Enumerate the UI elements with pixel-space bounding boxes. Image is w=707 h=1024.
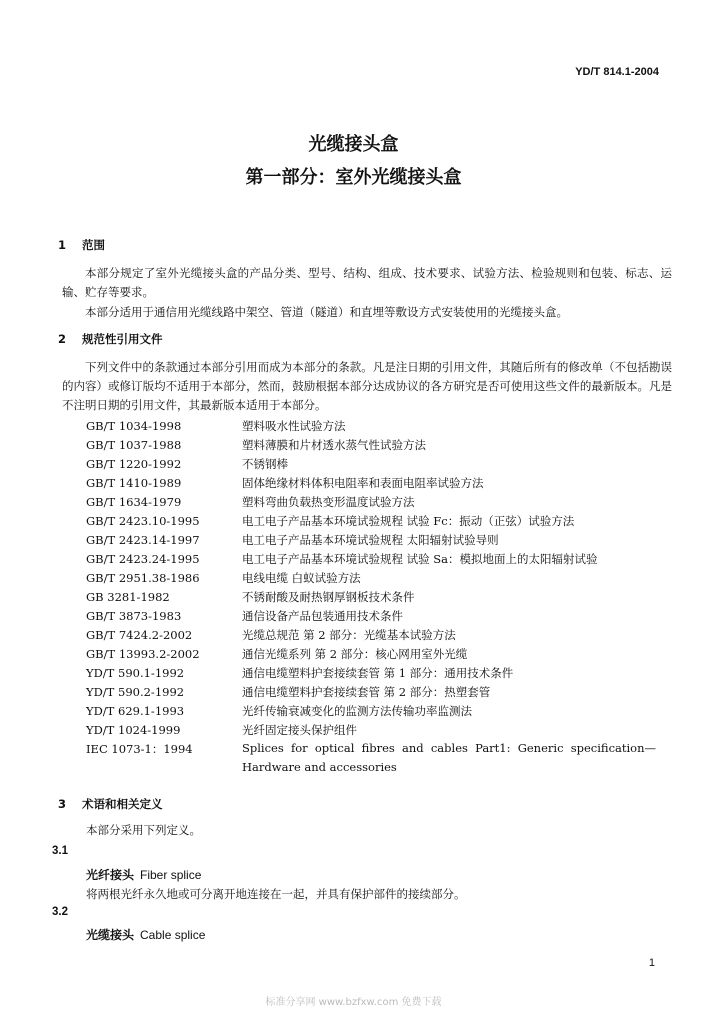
term-en: Cable splice — [140, 928, 206, 942]
ref-code: GB 3281-1982 — [86, 590, 170, 604]
ref-code: YD/T 590.1-1992 — [86, 666, 185, 680]
section-3-heading — [58, 796, 163, 812]
reference-row — [86, 589, 415, 608]
reference-row — [86, 551, 598, 570]
ref-code: GB/T 2423.14-1997 — [86, 533, 200, 547]
section-number: 1 — [58, 238, 67, 252]
reference-row — [86, 532, 499, 551]
term-definition: 将两根光纤永久地或可分离开地连接在一起，并具有保护部件的接续部分。 — [86, 887, 466, 901]
ref-code: GB/T 13993.2-2002 — [86, 647, 200, 661]
ref-code: GB/T 1037-1988 — [86, 438, 182, 452]
reference-row — [86, 608, 403, 627]
term-zh: 光纤接头 — [86, 868, 135, 882]
ref-title: 电线电缆 白蚁试验方法 — [242, 571, 361, 585]
ref-title: 光纤传输衰减变化的监测方法传输功率监测法 — [242, 704, 472, 718]
section-3-intro: 本部分采用下列定义。 — [86, 823, 201, 837]
ref-code: GB/T 1220-1992 — [86, 457, 182, 471]
ref-code: GB/T 2423.10-1995 — [86, 514, 200, 528]
reference-row — [86, 703, 472, 722]
ref-title: 塑料弯曲负载热变形温度试验方法 — [242, 495, 415, 509]
ref-title: 固体绝缘材料体积电阻率和表面电阻率试验方法 — [242, 476, 484, 490]
section-2-heading — [58, 331, 163, 347]
page-number: 1 — [648, 957, 655, 969]
ref-title: 塑料薄膜和片材透水蒸气性试验方法 — [242, 438, 426, 452]
ref-code: GB/T 1034-1998 — [86, 419, 182, 433]
ref-title-continuation: Hardware and accessories — [242, 760, 397, 774]
watermark: 标准分享网 www.bzfxw.com 免费下载 — [265, 997, 442, 1008]
section-1-para-2: 本部分适用于通信用光缆线路中架空、管道（隧道）和直埋等敷设方式安装使用的光缆接头盒。 — [85, 305, 568, 319]
term-zh: 光缆接头 — [86, 928, 135, 942]
reference-row — [86, 627, 456, 646]
title-line-1: 光缆接头盒 — [308, 134, 399, 155]
reference-row — [86, 456, 288, 475]
ref-code: GB/T 2423.24-1995 — [86, 552, 200, 566]
ref-title: 不锈钢棒 — [242, 457, 288, 471]
term-en: Fiber splice — [140, 868, 202, 882]
term-number: 3.2 — [52, 906, 68, 918]
ref-code: YD/T 590.2-1992 — [86, 685, 185, 699]
ref-code: GB/T 3873-1983 — [86, 609, 182, 623]
term-number: 3.1 — [52, 845, 68, 857]
ref-title: 通信电缆塑料护套接续套管 第 1 部分：通用技术条件 — [242, 666, 514, 680]
ref-title: 通信光缆系列 第 2 部分：核心网用室外光缆 — [242, 647, 468, 661]
ref-code: GB/T 1410-1989 — [86, 476, 182, 490]
reference-row — [86, 475, 484, 494]
ref-title: 电工电子产品基本环境试验规程 太阳辐射试验导则 — [242, 533, 499, 547]
reference-row — [86, 570, 361, 589]
ref-title: 光缆总规范 第 2 部分：光缆基本试验方法 — [242, 628, 456, 642]
ref-title: 不锈耐酸及耐热钢厚钢板技术条件 — [242, 590, 415, 604]
title-line-2: 第一部分：室外光缆接头盒 — [245, 167, 462, 188]
section-number: 2 — [58, 332, 67, 346]
term-heading — [86, 926, 205, 943]
reference-row — [86, 494, 415, 513]
ref-title: 塑料吸水性试验方法 — [242, 419, 346, 433]
section-1-heading — [58, 237, 105, 253]
reference-row — [86, 741, 242, 760]
section-title: 范围 — [82, 238, 105, 252]
reference-row — [86, 646, 467, 665]
ref-title: 电工电子产品基本环境试验规程 试验 Fc：振动（正弦）试验方法 — [242, 514, 575, 528]
reference-row — [86, 665, 513, 684]
reference-row — [86, 722, 357, 741]
reference-row — [86, 513, 574, 532]
section-number: 3 — [58, 797, 67, 811]
reference-row — [86, 418, 346, 437]
ref-code: YD/T 629.1-1993 — [86, 704, 185, 718]
reference-row — [86, 437, 426, 456]
reference-row — [86, 684, 490, 703]
ref-title: Splices for optical fibres and cables Part1: Generic specification— — [242, 741, 656, 755]
section-title: 术语和相关定义 — [82, 797, 163, 811]
ref-code: GB/T 7424.2-2002 — [86, 628, 193, 642]
term-heading — [86, 866, 201, 883]
ref-code: YD/T 1024-1999 — [86, 723, 181, 737]
doc-code: YD/T 814.1-2004 — [575, 66, 659, 78]
section-2-para-1: 下列文件中的条款通过本部分引用而成为本部分的条款。凡是注日期的引用文件，其随后所有的修改单（不包括勘误的内容）或修订版均不适用于本部分，然而，鼓励根据本部分达成协议的各方研究是否可使用这些文件的最新版本。凡是不注明日期的引用文件，其最新版本适用于本部分。 — [62, 360, 672, 412]
ref-title: 光纤固定接头保护组件 — [242, 723, 357, 737]
ref-title: 通信电缆塑料护套接续套管 第 2 部分：热塑套管 — [242, 685, 491, 699]
section-title: 规范性引用文件 — [82, 332, 163, 346]
ref-code: GB/T 1634-1979 — [86, 495, 182, 509]
ref-code: IEC 1073-1：1994 — [86, 742, 193, 756]
ref-code: GB/T 2951.38-1986 — [86, 571, 200, 585]
section-1-para-1: 本部分规定了室外光缆接头盒的产品分类、型号、结构、组成、技术要求、试验方法、检验规则和包装、标志、运输、贮存等要求。 — [62, 266, 672, 299]
ref-title: 通信设备产品包装通用技术条件 — [242, 609, 403, 623]
ref-title: 电工电子产品基本环境试验规程 试验 Sa：模拟地面上的太阳辐射试验 — [242, 552, 598, 566]
